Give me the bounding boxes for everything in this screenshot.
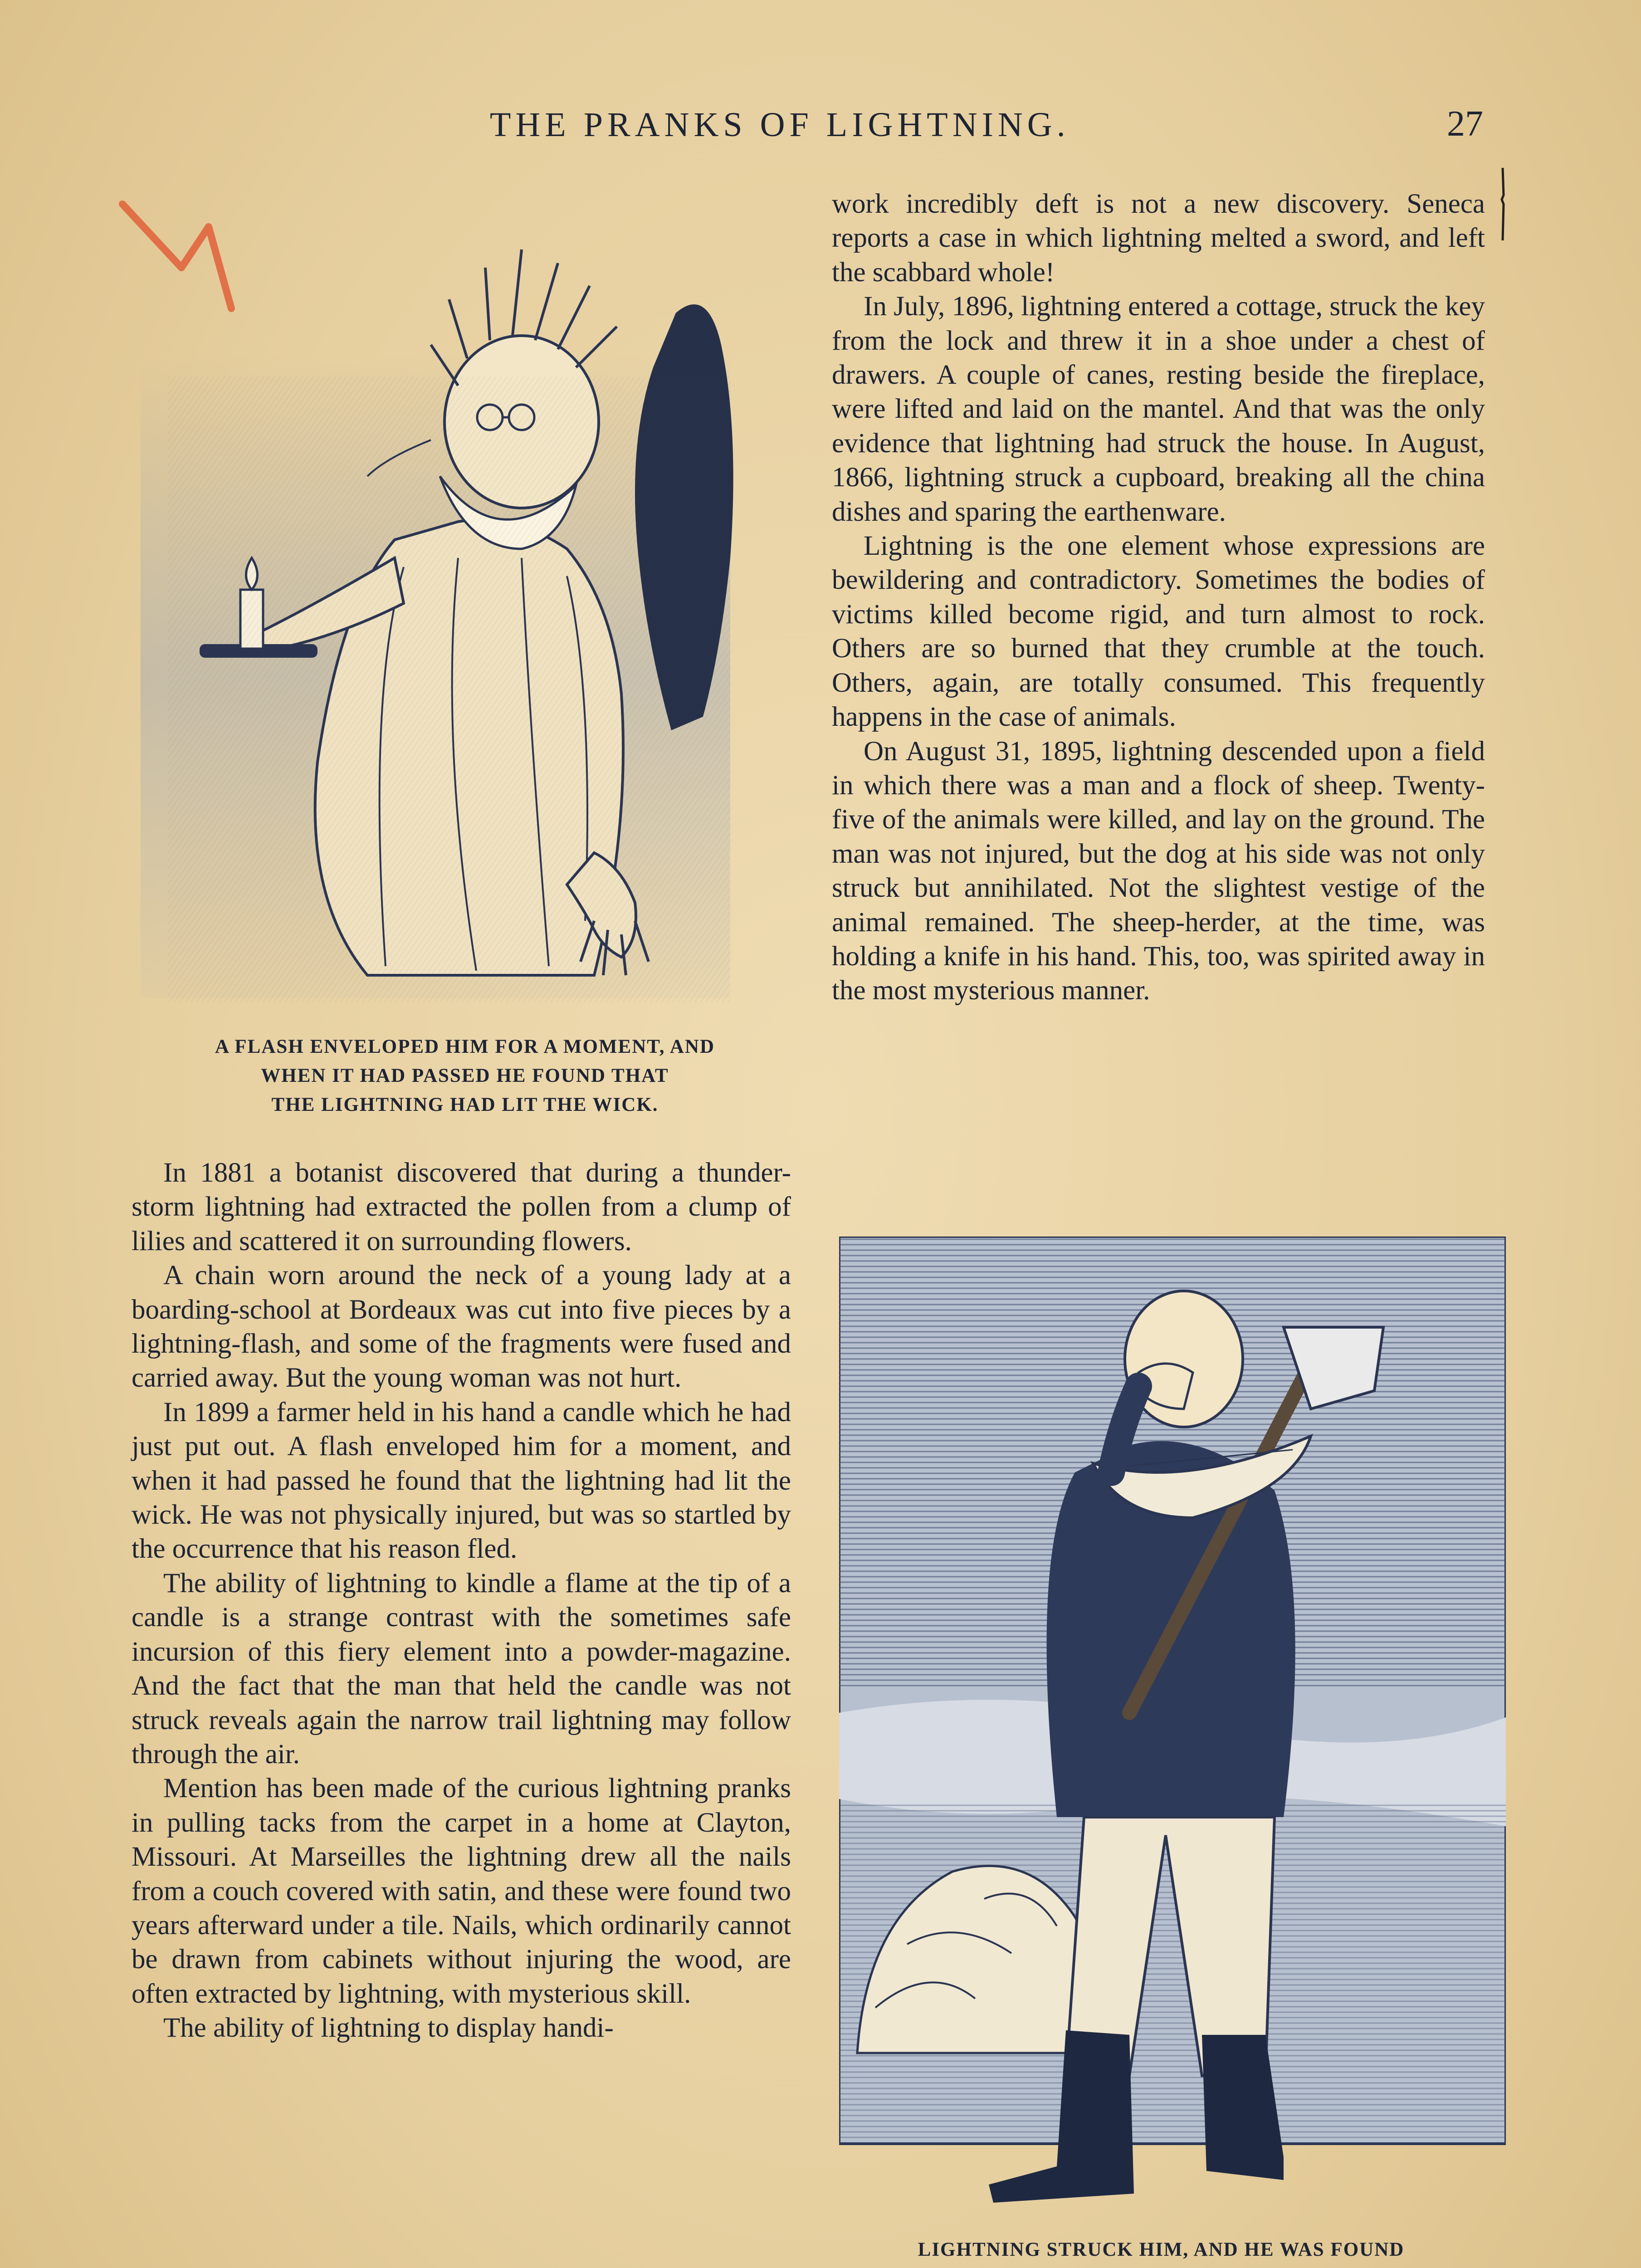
paragraph: The ability of lightning to kindle a flame at the tip of a candle is a strange contrast with the sometimes safe incursion of this fiery element into a powder-magazine. And the fact that the man that held the candle was not struck reveals again the narrow trail lightning may follow through the air. (132, 1568, 791, 1769)
caption-line: THE LIGHTNING HAD LIT THE WICK. (271, 1094, 659, 1115)
caption-line: WHEN IT HAD PASSED HE FOUND THAT (261, 1065, 669, 1086)
paragraph: A chain worn around the neck of a young lady at a boarding-school at Bordeaux was cut into five pieces by a lightning-flash, and some of the fragments were fused and carried away. But the young woman was not hurt. (132, 1260, 791, 1393)
caption-line: LIGHTNING STRUCK HIM, AND HE WAS FOUND (918, 2239, 1405, 2260)
illustration-candle-man (113, 195, 776, 1021)
page-header (0, 105, 1641, 160)
paragraph: In 1899 a farmer held in his hand a candle which he had just put out. A flash enveloped him for a moment, and when it had passed he found that the lightning had lit the wick. He was not physically injured, but was so startled by the occurrence that his reason fled. (132, 1397, 791, 1564)
paragraph: Mention has been made of the curious lightning pranks in pulling tacks from the carpet in a home at Clayton, Missouri. At Marseilles the lightning drew all the nails from a couch covered with satin, and these were found two years afterward under a tile. Nails, which ordinarily cannot be drawn from cabinets without injuring the wood, are often extracted by lightning, with mysterious skill. (132, 1773, 791, 2009)
paragraph: In July, 1896, lightning entered a cottage, struck the key from the lock and threw it in a shoe under a chest of drawers. A couple of canes, resting beside the fireplace, were lifted and laid on the mantel. And that was the only evidence that lightning had struck the house. In August, 1866, lightning struck a cupboard, breaking all the china dishes and sparing the earthenware. (832, 291, 1485, 527)
caption-line: A FLASH ENVELOPED HIM FOR A MOMENT, AND (215, 1036, 715, 1057)
paragraph: The ability of lightning to display handi- (163, 2013, 614, 2043)
paragraph: On August 31, 1895, lightning descended upon a field in which there was a man and a flock of sheep. Twenty-five of the animals were killed, and lay on the ground. The man was not injured, but the dog at his side was not only struck but annihilated. Not the slightest vestige of the animal remained. The sheep-herder, at the time, was holding a knife in his hand. This, too, was spirited away in the most mysterious manner. (832, 736, 1485, 1006)
paragraph-continuation: work incredibly deft is not a new discovery. Seneca reports a case in which lightning melted a sword, and left the scabbard whole! (832, 189, 1485, 288)
illustration-dazed-man (839, 1237, 1506, 2228)
running-title: THE PRANKS OF LIGHTNING. (490, 106, 1070, 144)
paragraph: Lightning is the one element whose expressions are bewildering and contradictory. Sometimes the bodies of victims killed become rigid, and turn almost to rock. Others are so burned that they crumble at the touch. Others, again, are totally consumed. This frequently happens in the case of animals. (832, 531, 1485, 733)
lightning-bolt-mark (122, 204, 231, 308)
page-number: 27 (1447, 104, 1483, 144)
right-column (832, 187, 1485, 1008)
caption-line (835, 2264, 1488, 2268)
margin-mark (1499, 168, 1506, 240)
illustration-caption (835, 2235, 1488, 2268)
paragraph: In 1881 a botanist discovered that during a thunder-storm lightning had extracted the pollen from a clump of lilies and scattered it on surrounding flowers. (132, 1158, 791, 1256)
illustration-caption (172, 1032, 757, 1119)
left-column (132, 1156, 791, 2045)
